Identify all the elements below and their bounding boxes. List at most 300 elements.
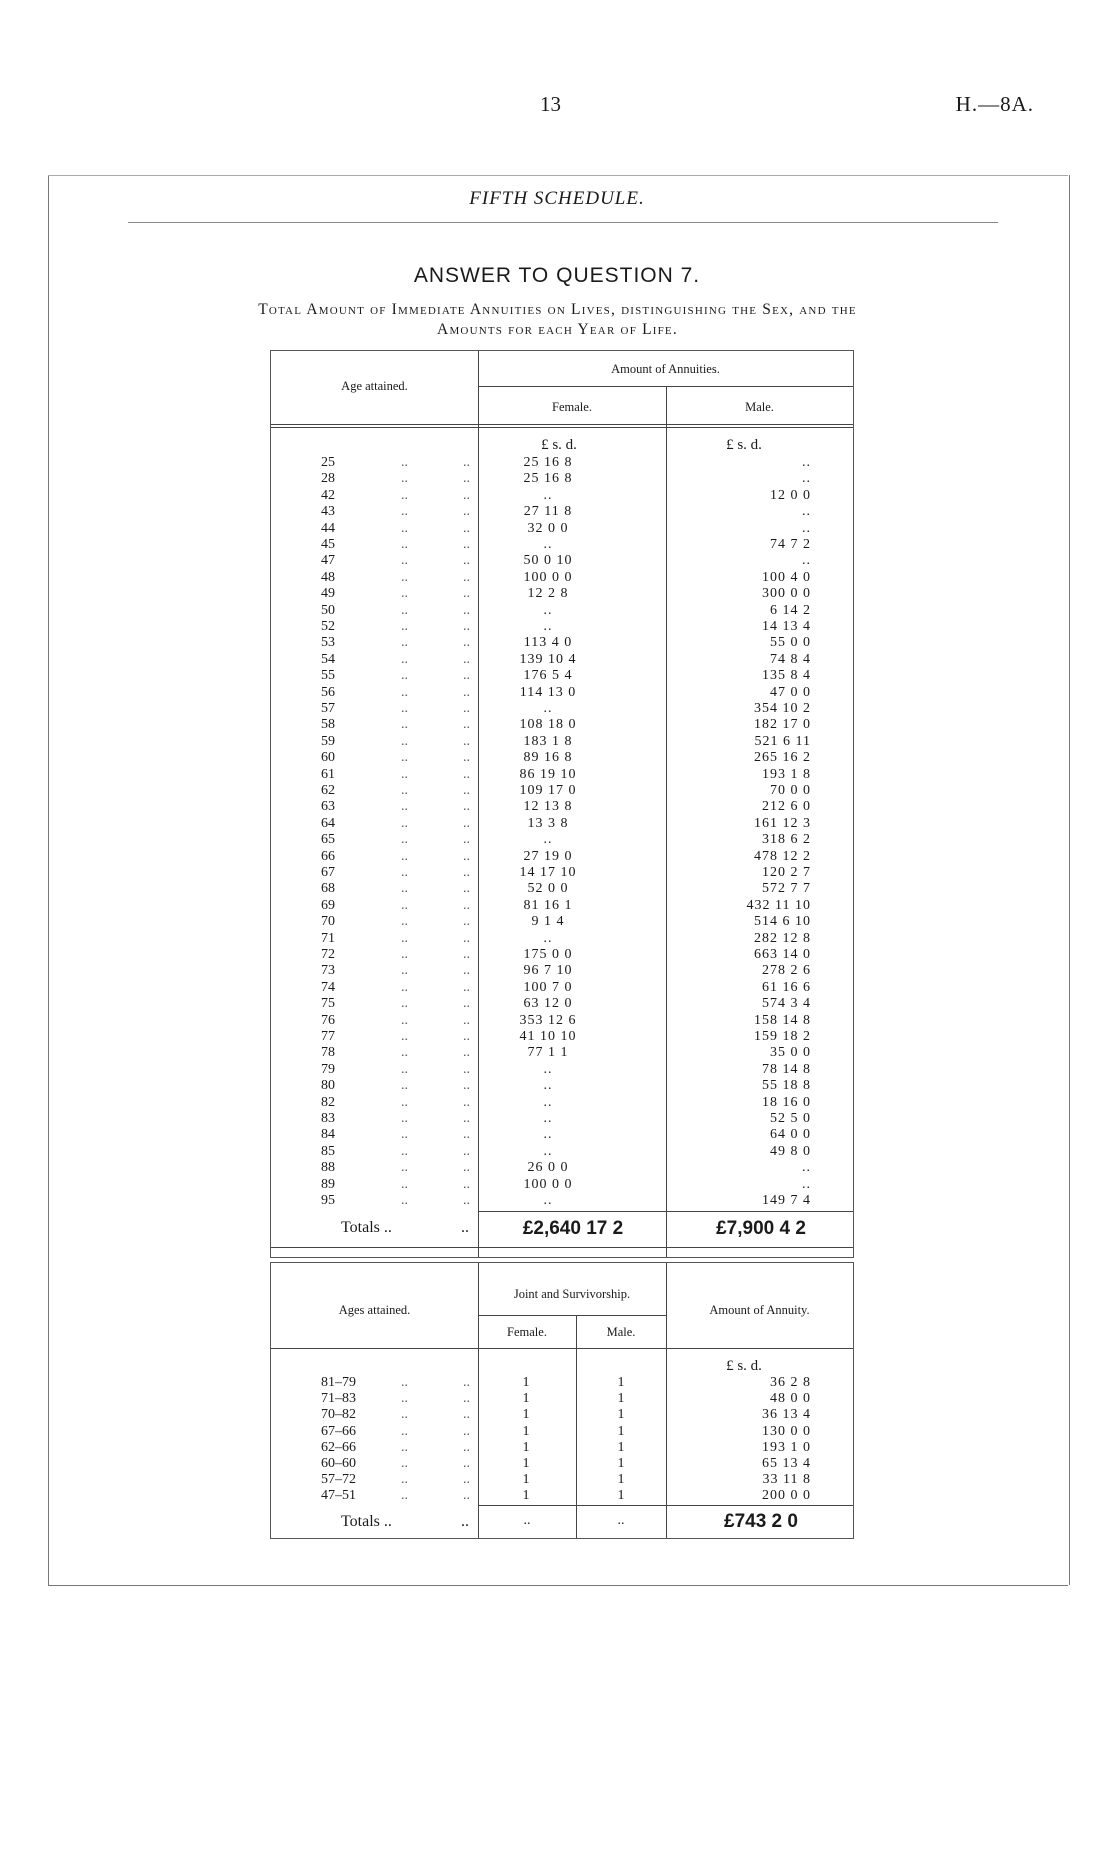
female-amount-cell: .. bbox=[543, 1094, 553, 1110]
annuity-amount-cell: 36 13 4 bbox=[762, 1407, 811, 1423]
totals-dots: .. bbox=[461, 1219, 469, 1236]
male-amount-cell: 70 0 0 bbox=[770, 783, 811, 798]
male-amount-cell: .. bbox=[802, 455, 811, 470]
male-amount-cell: 120 2 7 bbox=[762, 865, 811, 880]
leader-dots: .. bbox=[401, 569, 408, 585]
male-amount-cell: 663 14 0 bbox=[754, 947, 811, 962]
header-rule bbox=[478, 1315, 666, 1316]
female-amount-cell: 108 18 0 bbox=[519, 717, 577, 733]
female-amount-cell: 27 19 0 bbox=[523, 848, 573, 864]
header-bottom-rule bbox=[271, 1348, 853, 1349]
table-row bbox=[271, 1029, 853, 1045]
table-row bbox=[271, 1407, 853, 1424]
table-row bbox=[271, 1111, 853, 1127]
female-amount-cell: 113 4 0 bbox=[523, 635, 573, 651]
leader-dots: .. bbox=[401, 1160, 408, 1176]
female-amount-cell: .. bbox=[543, 1193, 553, 1208]
age-cell: 58 bbox=[321, 717, 335, 733]
table-row bbox=[271, 980, 853, 996]
female-amount-cell: 81 16 1 bbox=[523, 897, 573, 913]
age-cell: 62 bbox=[321, 783, 335, 798]
leader-dots: .. bbox=[463, 783, 470, 798]
leader-dots: .. bbox=[463, 733, 470, 749]
age-cell: 74 bbox=[321, 979, 335, 995]
leader-dots: .. bbox=[401, 963, 408, 979]
table-row bbox=[271, 931, 853, 947]
female-amount-cell: .. bbox=[543, 1143, 553, 1159]
table-row bbox=[271, 1177, 853, 1193]
male-amount-cell: 61 16 6 bbox=[762, 979, 811, 995]
female-amount-cell: 52 0 0 bbox=[527, 881, 569, 897]
table-row bbox=[271, 537, 853, 553]
leader-dots: .. bbox=[401, 733, 408, 749]
female-amount-cell: .. bbox=[543, 602, 553, 618]
male-count-cell: 1 bbox=[617, 1456, 625, 1471]
age-cell: 88 bbox=[321, 1160, 335, 1176]
table-row bbox=[271, 635, 853, 651]
leader-dots: .. bbox=[463, 832, 470, 848]
header-rule bbox=[478, 386, 853, 387]
age-cell: 57 bbox=[321, 701, 335, 716]
leader-dots: .. bbox=[463, 914, 470, 930]
age-cell: 52 bbox=[321, 619, 335, 634]
leader-dots: .. bbox=[401, 815, 408, 831]
leader-dots: .. bbox=[463, 815, 470, 831]
leader-dots: .. bbox=[401, 1094, 408, 1110]
female-amount-cell: .. bbox=[543, 487, 553, 503]
leader-dots: .. bbox=[463, 471, 470, 487]
leader-dots: .. bbox=[401, 1061, 408, 1077]
leader-dots: .. bbox=[463, 487, 470, 503]
leader-dots: .. bbox=[401, 1375, 408, 1390]
female-amount-cell: .. bbox=[543, 537, 553, 552]
leader-dots: .. bbox=[463, 1143, 470, 1159]
leader-dots: .. bbox=[463, 520, 470, 536]
age-cell: 89 bbox=[321, 1176, 335, 1192]
female-amount-cell: 183 1 8 bbox=[523, 733, 573, 749]
table-row bbox=[271, 701, 853, 717]
total-female: £2,640 17 2 bbox=[522, 1218, 624, 1239]
female-amount-cell: 32 0 0 bbox=[527, 520, 569, 536]
female-amount-cell: 86 19 10 bbox=[519, 766, 577, 782]
leader-dots: .. bbox=[463, 504, 470, 520]
leader-dots: .. bbox=[463, 537, 470, 552]
leader-dots: .. bbox=[401, 1029, 408, 1044]
female-count-cell: 1 bbox=[522, 1472, 530, 1488]
unit-female: £ s. d. bbox=[541, 437, 577, 453]
leader-dots: .. bbox=[401, 1127, 408, 1143]
annuity-amount-cell: 65 13 4 bbox=[762, 1456, 811, 1471]
table-row bbox=[271, 553, 853, 569]
table-row bbox=[271, 504, 853, 520]
total-male: .. bbox=[617, 1513, 625, 1528]
male-amount-cell: 212 6 0 bbox=[762, 799, 811, 815]
male-amount-cell: 14 13 4 bbox=[762, 619, 811, 634]
table-row bbox=[271, 521, 853, 537]
leader-dots: .. bbox=[463, 996, 470, 1012]
header-bottom-rule bbox=[271, 424, 853, 425]
female-count-cell: 1 bbox=[522, 1488, 530, 1504]
age-cell: 78 bbox=[321, 1045, 335, 1061]
female-amount-cell: .. bbox=[543, 1111, 553, 1126]
male-amount-cell: .. bbox=[802, 553, 811, 569]
male-amount-cell: 282 12 8 bbox=[754, 930, 811, 946]
leader-dots: .. bbox=[401, 996, 408, 1012]
leader-dots: .. bbox=[463, 635, 470, 651]
header-male: Male. bbox=[606, 1325, 636, 1339]
male-amount-cell: .. bbox=[802, 504, 811, 520]
table-row bbox=[271, 488, 853, 504]
male-count-cell: 1 bbox=[617, 1423, 625, 1439]
age-cell: 82 bbox=[321, 1094, 335, 1110]
male-count-cell: 1 bbox=[617, 1375, 625, 1390]
age-cell: 68 bbox=[321, 881, 335, 897]
table-row bbox=[271, 668, 853, 684]
age-cell: 60 bbox=[321, 750, 335, 766]
leader-dots: .. bbox=[401, 1439, 408, 1455]
table-row bbox=[271, 619, 853, 635]
table-row bbox=[271, 1424, 853, 1441]
table-row bbox=[271, 471, 853, 487]
description-line-2: Amounts for each Year of Life. bbox=[437, 321, 678, 338]
leader-dots: .. bbox=[463, 1111, 470, 1126]
table-row bbox=[271, 1440, 853, 1457]
male-amount-cell: 74 7 2 bbox=[770, 537, 811, 552]
leader-dots: .. bbox=[463, 1176, 470, 1192]
ages-cell: 62–66 bbox=[321, 1439, 356, 1455]
leader-dots: .. bbox=[401, 455, 408, 470]
leader-dots: .. bbox=[401, 1078, 408, 1094]
table-row bbox=[271, 767, 853, 783]
male-amount-cell: 149 7 4 bbox=[762, 1193, 811, 1208]
totals-dots: .. bbox=[461, 1513, 469, 1530]
age-cell: 83 bbox=[321, 1111, 335, 1126]
male-amount-cell: 47 0 0 bbox=[770, 684, 811, 700]
leader-dots: .. bbox=[463, 1407, 470, 1423]
age-cell: 80 bbox=[321, 1078, 335, 1094]
header-bottom-rule-2 bbox=[271, 427, 853, 428]
leader-dots: .. bbox=[463, 1472, 470, 1488]
leader-dots: .. bbox=[401, 1456, 408, 1471]
male-amount-cell: 18 16 0 bbox=[762, 1094, 811, 1110]
age-cell: 67 bbox=[321, 865, 335, 880]
leader-dots: .. bbox=[401, 897, 408, 913]
header-ages-attained: Ages attained. bbox=[338, 1303, 411, 1317]
leader-dots: .. bbox=[401, 1391, 408, 1407]
male-count-cell: 1 bbox=[617, 1488, 625, 1504]
female-amount-cell: 27 11 8 bbox=[523, 504, 573, 520]
female-amount-cell: .. bbox=[543, 1061, 553, 1077]
table-row bbox=[271, 799, 853, 815]
table-row bbox=[271, 1062, 853, 1078]
age-cell: 28 bbox=[321, 471, 335, 487]
age-cell: 72 bbox=[321, 947, 335, 962]
leader-dots: .. bbox=[463, 1029, 470, 1044]
leader-dots: .. bbox=[463, 1094, 470, 1110]
leader-dots: .. bbox=[401, 1176, 408, 1192]
leader-dots: .. bbox=[401, 979, 408, 995]
female-amount-cell: 14 17 10 bbox=[519, 865, 577, 880]
age-cell: 59 bbox=[321, 733, 335, 749]
leader-dots: .. bbox=[463, 799, 470, 815]
age-cell: 84 bbox=[321, 1127, 335, 1143]
male-amount-cell: 265 16 2 bbox=[754, 750, 811, 766]
age-cell: 43 bbox=[321, 504, 335, 520]
leader-dots: .. bbox=[401, 1407, 408, 1423]
table-row bbox=[271, 947, 853, 963]
leader-dots: .. bbox=[401, 947, 408, 962]
age-cell: 63 bbox=[321, 799, 335, 815]
age-cell: 65 bbox=[321, 832, 335, 848]
leader-dots: .. bbox=[401, 1111, 408, 1126]
male-amount-cell: 521 6 11 bbox=[754, 733, 811, 749]
table-row bbox=[271, 750, 853, 766]
leader-dots: .. bbox=[463, 455, 470, 470]
male-amount-cell: 78 14 8 bbox=[762, 1061, 811, 1077]
leader-dots: .. bbox=[463, 1012, 470, 1028]
frame-bottom-rule bbox=[48, 1585, 1068, 1586]
header-female: Female. bbox=[552, 400, 592, 414]
leader-dots: .. bbox=[401, 750, 408, 766]
leader-dots: .. bbox=[401, 635, 408, 651]
leader-dots: .. bbox=[401, 602, 408, 618]
table-row bbox=[271, 1045, 853, 1061]
male-amount-cell: 514 6 10 bbox=[754, 914, 811, 930]
leader-dots: .. bbox=[463, 1391, 470, 1407]
male-amount-cell: 300 0 0 bbox=[762, 586, 811, 602]
header-amount-of-annuity: Amount of Annuity. bbox=[709, 1303, 810, 1317]
leader-dots: .. bbox=[401, 881, 408, 897]
male-amount-cell: .. bbox=[802, 1176, 811, 1192]
total-female: .. bbox=[523, 1513, 531, 1528]
header-male: Male. bbox=[745, 400, 774, 414]
age-cell: 44 bbox=[321, 520, 335, 536]
table-row bbox=[271, 865, 853, 881]
annuity-amount-cell: 130 0 0 bbox=[762, 1423, 811, 1439]
leader-dots: .. bbox=[463, 947, 470, 962]
table-row bbox=[271, 1095, 853, 1111]
male-amount-cell: 159 18 2 bbox=[754, 1029, 811, 1044]
female-amount-cell: 50 0 10 bbox=[523, 553, 573, 569]
unit-male: £ s. d. bbox=[726, 437, 762, 453]
table-row bbox=[271, 570, 853, 586]
ages-cell: 70–82 bbox=[321, 1407, 356, 1423]
ages-cell: 71–83 bbox=[321, 1391, 356, 1407]
male-amount-cell: 55 0 0 bbox=[770, 635, 811, 651]
leader-dots: .. bbox=[463, 619, 470, 634]
leader-dots: .. bbox=[463, 717, 470, 733]
ages-cell: 81–79 bbox=[321, 1375, 356, 1390]
male-amount-cell: .. bbox=[802, 1160, 811, 1176]
total-amount: £743 2 0 bbox=[724, 1511, 798, 1532]
leader-dots: .. bbox=[401, 651, 408, 667]
age-cell: 73 bbox=[321, 963, 335, 979]
female-amount-cell: 12 13 8 bbox=[523, 799, 573, 815]
leader-dots: .. bbox=[463, 897, 470, 913]
unit-amount: £ s. d. bbox=[726, 1358, 762, 1374]
male-amount-cell: .. bbox=[802, 520, 811, 536]
female-amount-cell: 89 16 8 bbox=[523, 750, 573, 766]
leader-dots: .. bbox=[463, 1456, 470, 1471]
male-amount-cell: 193 1 8 bbox=[762, 766, 811, 782]
leader-dots: .. bbox=[401, 553, 408, 569]
totals-top-rule bbox=[478, 1211, 853, 1212]
male-count-cell: 1 bbox=[617, 1407, 625, 1423]
female-amount-cell: 25 16 8 bbox=[523, 471, 573, 487]
age-cell: 71 bbox=[321, 930, 335, 946]
totals-bottom-rule bbox=[271, 1247, 853, 1248]
leader-dots: .. bbox=[401, 586, 408, 602]
female-amount-cell: 114 13 0 bbox=[519, 684, 577, 700]
leader-dots: .. bbox=[401, 848, 408, 864]
female-amount-cell: 9 1 4 bbox=[531, 914, 565, 930]
male-amount-cell: 6 14 2 bbox=[770, 602, 811, 618]
female-amount-cell: .. bbox=[543, 701, 553, 716]
leader-dots: .. bbox=[401, 520, 408, 536]
leader-dots: .. bbox=[463, 684, 470, 700]
male-amount-cell: 318 6 2 bbox=[762, 832, 811, 848]
annuity-amount-cell: 48 0 0 bbox=[770, 1391, 811, 1407]
header-age-attained: Age attained. bbox=[341, 379, 408, 393]
age-cell: 69 bbox=[321, 897, 335, 913]
male-amount-cell: 354 10 2 bbox=[754, 701, 811, 716]
male-amount-cell: 158 14 8 bbox=[754, 1012, 811, 1028]
leader-dots: .. bbox=[401, 1143, 408, 1159]
table-row bbox=[271, 963, 853, 979]
male-amount-cell: 74 8 4 bbox=[770, 651, 811, 667]
table-description bbox=[130, 300, 985, 340]
leader-dots: .. bbox=[401, 832, 408, 848]
table-row bbox=[271, 783, 853, 799]
age-cell: 95 bbox=[321, 1193, 335, 1208]
leader-dots: .. bbox=[463, 865, 470, 880]
table-row bbox=[271, 1375, 853, 1392]
table-row bbox=[271, 603, 853, 619]
age-cell: 70 bbox=[321, 914, 335, 930]
age-cell: 45 bbox=[321, 537, 335, 552]
female-amount-cell: .. bbox=[543, 1127, 553, 1143]
table-row bbox=[271, 1144, 853, 1160]
table-row bbox=[271, 1391, 853, 1408]
age-cell: 55 bbox=[321, 668, 335, 684]
header-joint-survivorship: Joint and Survivorship. bbox=[513, 1287, 631, 1301]
male-amount-cell: 35 0 0 bbox=[770, 1045, 811, 1061]
female-amount-cell: 176 5 4 bbox=[523, 668, 573, 684]
table-row bbox=[271, 1160, 853, 1176]
female-amount-cell: 109 17 0 bbox=[519, 783, 577, 798]
leader-dots: .. bbox=[463, 553, 470, 569]
female-amount-cell: 100 7 0 bbox=[523, 979, 573, 995]
male-amount-cell: 52 5 0 bbox=[770, 1111, 811, 1126]
age-cell: 61 bbox=[321, 766, 335, 782]
leader-dots: .. bbox=[463, 668, 470, 684]
table-row bbox=[271, 832, 853, 848]
female-amount-cell: 13 3 8 bbox=[527, 815, 569, 831]
leader-dots: .. bbox=[401, 701, 408, 716]
table-row bbox=[271, 1078, 853, 1094]
age-cell: 66 bbox=[321, 848, 335, 864]
leader-dots: .. bbox=[401, 1012, 408, 1028]
male-amount-cell: 161 12 3 bbox=[754, 815, 811, 831]
age-cell: 56 bbox=[321, 684, 335, 700]
male-amount-cell: 278 2 6 bbox=[762, 963, 811, 979]
age-cell: 47 bbox=[321, 553, 335, 569]
leader-dots: .. bbox=[463, 1127, 470, 1143]
age-cell: 25 bbox=[321, 455, 335, 470]
leader-dots: .. bbox=[463, 651, 470, 667]
leader-dots: .. bbox=[401, 914, 408, 930]
leader-dots: .. bbox=[463, 1423, 470, 1439]
leader-dots: .. bbox=[401, 619, 408, 634]
leader-dots: .. bbox=[463, 701, 470, 716]
leader-dots: .. bbox=[463, 979, 470, 995]
age-cell: 48 bbox=[321, 569, 335, 585]
header-amount-of-annuities: Amount of Annuities. bbox=[611, 362, 720, 376]
female-amount-cell: 175 0 0 bbox=[523, 947, 573, 962]
leader-dots: .. bbox=[463, 1488, 470, 1504]
female-amount-cell: .. bbox=[543, 1078, 553, 1094]
leader-dots: .. bbox=[401, 668, 408, 684]
leader-dots: .. bbox=[401, 1045, 408, 1061]
male-amount-cell: 100 4 0 bbox=[762, 569, 811, 585]
leader-dots: .. bbox=[463, 1045, 470, 1061]
male-amount-cell: 478 12 2 bbox=[754, 848, 811, 864]
table-row bbox=[271, 849, 853, 865]
annuity-amount-cell: 193 1 0 bbox=[762, 1439, 811, 1455]
age-cell: 85 bbox=[321, 1143, 335, 1159]
leader-dots: .. bbox=[463, 963, 470, 979]
annuity-amount-cell: 33 11 8 bbox=[762, 1472, 811, 1488]
totals-label: Totals .. bbox=[341, 1219, 392, 1236]
male-amount-cell: 135 8 4 bbox=[762, 668, 811, 684]
table-row bbox=[271, 898, 853, 914]
age-cell: 64 bbox=[321, 815, 335, 831]
leader-dots: .. bbox=[401, 471, 408, 487]
male-amount-cell: 574 3 4 bbox=[762, 996, 811, 1012]
leader-dots: .. bbox=[463, 1160, 470, 1176]
leader-dots: .. bbox=[463, 881, 470, 897]
leader-dots: .. bbox=[401, 504, 408, 520]
male-count-cell: 1 bbox=[617, 1472, 625, 1488]
annuities-by-age-table bbox=[270, 350, 854, 1258]
leader-dots: .. bbox=[401, 1423, 408, 1439]
annuity-amount-cell: 200 0 0 bbox=[762, 1488, 811, 1504]
leader-dots: .. bbox=[401, 799, 408, 815]
leader-dots: .. bbox=[401, 487, 408, 503]
female-amount-cell: 353 12 6 bbox=[519, 1012, 577, 1028]
leader-dots: .. bbox=[401, 783, 408, 798]
table-row bbox=[271, 652, 853, 668]
female-amount-cell: 26 0 0 bbox=[527, 1160, 569, 1176]
header-female: Female. bbox=[507, 1325, 547, 1339]
leader-dots: .. bbox=[401, 766, 408, 782]
document-reference: H.—8A. bbox=[955, 92, 1034, 116]
leader-dots: .. bbox=[401, 1472, 408, 1488]
table-row bbox=[271, 734, 853, 750]
table-row bbox=[271, 586, 853, 602]
table-row bbox=[271, 1472, 853, 1489]
annuity-amount-cell: 36 2 8 bbox=[770, 1375, 811, 1390]
age-cell: 79 bbox=[321, 1061, 335, 1077]
age-cell: 49 bbox=[321, 586, 335, 602]
age-cell: 50 bbox=[321, 602, 335, 618]
ages-cell: 67–66 bbox=[321, 1423, 356, 1439]
leader-dots: .. bbox=[463, 848, 470, 864]
female-amount-cell: 12 2 8 bbox=[527, 586, 569, 602]
table-row bbox=[271, 881, 853, 897]
male-count-cell: 1 bbox=[617, 1439, 625, 1455]
age-cell: 75 bbox=[321, 996, 335, 1012]
